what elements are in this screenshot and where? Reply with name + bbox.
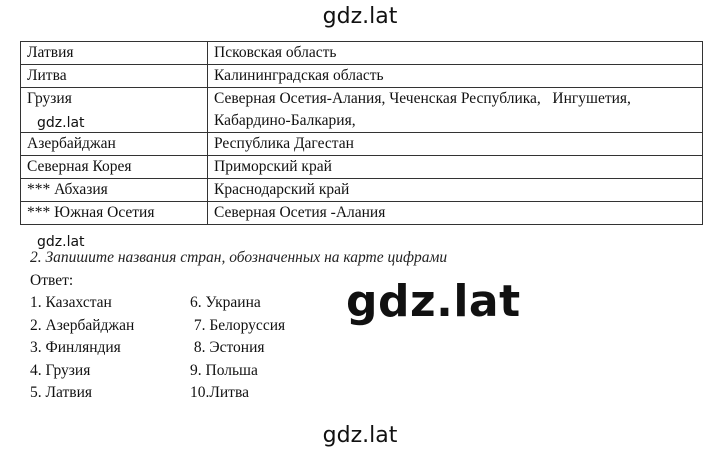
country-cell xyxy=(21,202,208,225)
country-name: Северная Корея xyxy=(27,158,132,175)
list-item: 9. Польша xyxy=(190,361,258,379)
list-item: 6. Украина xyxy=(190,294,261,311)
region-name: Псковская область xyxy=(214,44,337,61)
list-item: 8. Эстония xyxy=(190,339,265,356)
region-name: Калининградская область xyxy=(214,67,384,84)
watermark-small: gdz.lat xyxy=(37,234,85,250)
country-cell xyxy=(21,156,208,179)
task-heading: 2. Запишите названия стран, обозначенных на карте цифрами xyxy=(30,249,448,266)
watermark-small: gdz.lat xyxy=(37,115,85,131)
list-item: 1. Казахстан xyxy=(30,294,112,311)
country-cell xyxy=(21,133,208,156)
list-item: 4. Грузия xyxy=(30,361,91,379)
region-cell xyxy=(208,202,703,225)
country-name: *** Южная Осетия xyxy=(27,204,155,221)
table-row xyxy=(21,156,703,179)
country-name: Латвия xyxy=(27,44,74,61)
region-name: Северная Осетия -Алания xyxy=(214,204,386,221)
region-cell xyxy=(208,88,703,133)
table-row xyxy=(21,179,703,202)
answer-list-right xyxy=(190,292,285,405)
country-cell xyxy=(21,65,208,88)
region-name: Северная Осетия-Алания, Чеченская Республика, Ингушетия, Кабардино-Балкария, xyxy=(214,90,631,129)
countries-regions-table xyxy=(20,41,703,225)
region-cell xyxy=(208,42,703,65)
country-name: Грузия xyxy=(27,90,72,107)
table-row xyxy=(21,133,703,156)
list-item: 5. Латвия xyxy=(30,384,93,401)
region-cell xyxy=(208,179,703,202)
table-row xyxy=(21,42,703,65)
country-name: *** Абхазия xyxy=(27,181,108,198)
watermark-bottom: gdz.lat xyxy=(322,423,398,448)
region-name: Краснодарский край xyxy=(214,181,350,198)
country-name: Азербайджан xyxy=(27,135,116,152)
country-cell xyxy=(21,179,208,202)
list-item: 2. Азербайджан xyxy=(30,316,135,334)
region-cell xyxy=(208,156,703,179)
country-name: Литва xyxy=(27,67,67,84)
table-row xyxy=(21,65,703,88)
list-item: 10.Литва xyxy=(190,384,249,401)
list-item: 7. Белоруссия xyxy=(190,316,286,334)
region-cell xyxy=(208,65,703,88)
region-cell xyxy=(208,133,703,156)
list-item: 3. Финляндия xyxy=(30,339,121,356)
region-name: Приморский край xyxy=(214,158,332,175)
table-row xyxy=(21,88,703,133)
region-name: Республика Дагестан xyxy=(214,135,354,152)
answer-list-left xyxy=(30,292,134,405)
answer-label: Ответ: xyxy=(30,272,74,289)
watermark-large: gdz.lat xyxy=(346,276,521,327)
watermark-top: gdz.lat xyxy=(322,4,398,29)
table-row xyxy=(21,202,703,225)
country-cell xyxy=(21,42,208,65)
